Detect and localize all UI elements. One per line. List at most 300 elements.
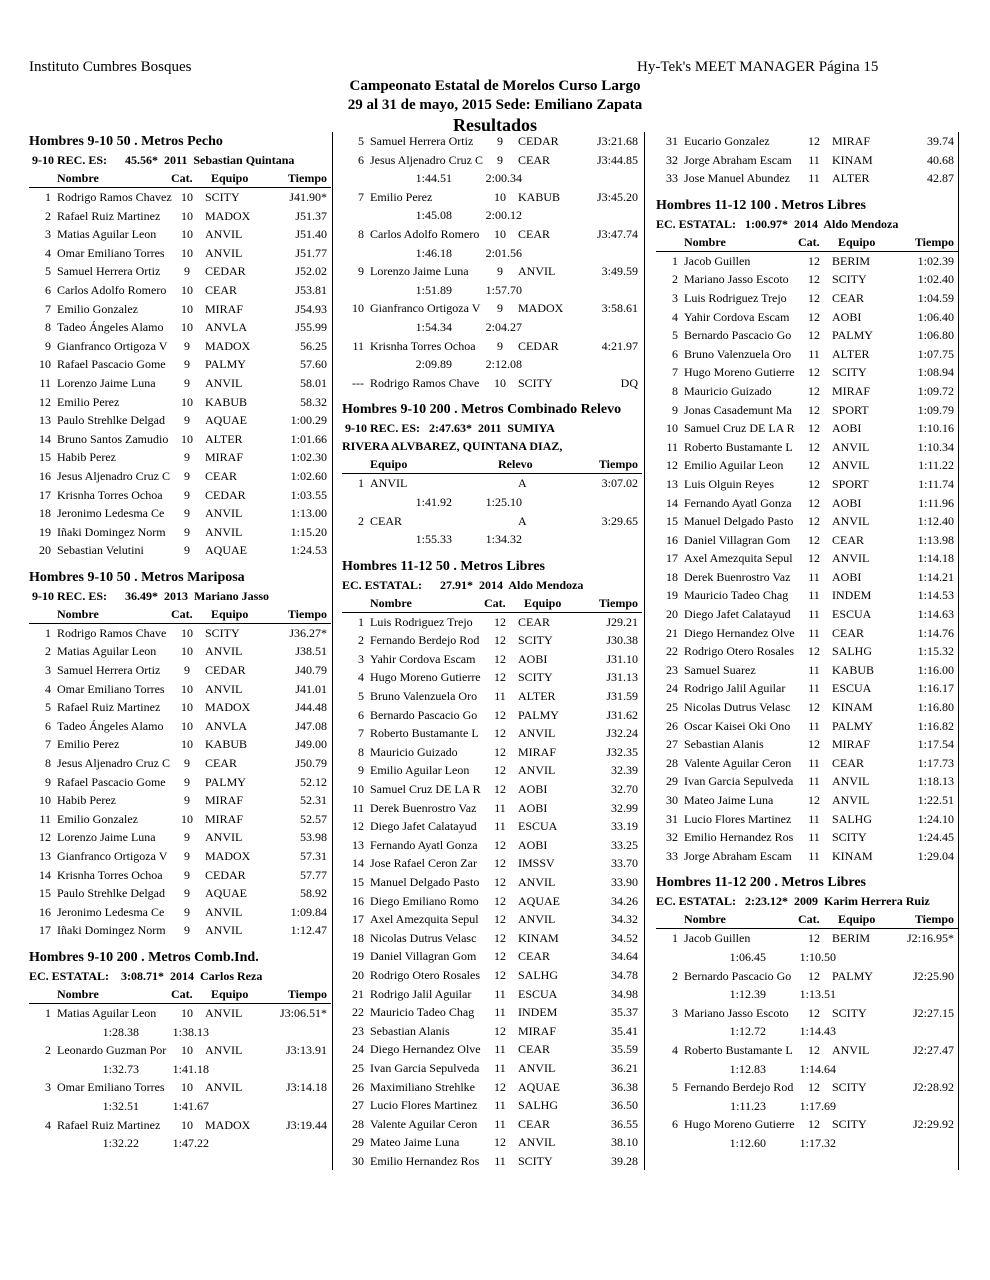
age-category: 11 <box>494 1153 506 1168</box>
place: 6 <box>358 152 364 167</box>
age-category: 11 <box>494 689 506 704</box>
final-time: 3:07.02 <box>601 476 638 491</box>
place: 13 <box>39 413 51 428</box>
place: 19 <box>666 588 678 603</box>
result-row <box>29 903 331 922</box>
team-code: PALMY <box>205 774 246 789</box>
team-code: ANVIL <box>832 458 870 473</box>
team-code: ESCUA <box>518 819 558 834</box>
swimmer-name: Omar Emiliano Torres <box>57 681 165 696</box>
team-code: SCITY <box>518 1153 553 1168</box>
result-row <box>29 244 331 263</box>
split-time: 1:41.67 <box>172 1098 209 1113</box>
swimmer-name: Mauricio Tadeo Chag <box>370 1005 475 1020</box>
result-row <box>656 967 958 986</box>
place: 14 <box>352 856 364 871</box>
results-heading: Resultados <box>452 115 537 135</box>
team-code: MADOX <box>205 700 251 715</box>
age-category: 12 <box>808 272 820 287</box>
team-code: ANVIL <box>518 912 556 927</box>
place: 11 <box>39 375 51 390</box>
swimmer-name: Samuel Suarez <box>684 662 756 677</box>
header-team: Equipo <box>211 606 249 621</box>
final-time: 1:22.51 <box>917 793 954 807</box>
split-time: 1:17.69 <box>799 1098 836 1113</box>
event-record: EC. ESTATAL: 1:00.97* 2014 Aldo Mendoza <box>656 216 899 231</box>
team-code: SCITY <box>518 375 553 390</box>
final-time: 1:24.53 <box>290 543 327 558</box>
swimmer-name: Nicolas Dutrus Velasc <box>684 700 791 715</box>
swimmer-name: Rafael Ruiz Martinez <box>57 208 161 223</box>
result-row <box>342 892 642 911</box>
result-row <box>656 791 958 810</box>
place: 4 <box>45 681 51 696</box>
software-page-label: Hy-Tek's MEET MANAGER Página 15 <box>637 59 879 75</box>
place: 1 <box>45 190 51 204</box>
team-code: AOBI <box>832 309 862 324</box>
place: 7 <box>45 301 51 316</box>
swimmer-name: Derek Buenrostro Vaz <box>370 800 477 815</box>
team-code: AQUAE <box>518 1079 560 1094</box>
age-category: 12 <box>494 614 506 629</box>
team-code: ALTER <box>832 171 870 186</box>
team-code: KINAM <box>832 700 873 715</box>
place: 30 <box>352 1153 364 1168</box>
age-category: 10 <box>494 226 506 241</box>
split-time: 1:14.43 <box>799 1024 836 1039</box>
team-code: CEAR <box>518 152 551 167</box>
result-row <box>656 661 958 680</box>
event-section <box>342 132 642 392</box>
final-time: 53.98 <box>300 830 327 845</box>
header-time: Tiempo <box>287 171 327 185</box>
swimmer-name: Lucio Flores Martinez <box>684 811 792 826</box>
swimmer-name: Valente Aguilar Ceron <box>370 1116 478 1131</box>
team-code: CEDAR <box>205 867 246 882</box>
age-category: 10 <box>181 190 193 204</box>
final-time: 1:09.79 <box>917 402 954 417</box>
final-time: J2:29.92 <box>912 1117 954 1132</box>
place: 1 <box>45 1005 51 1020</box>
final-time: J51.40 <box>295 227 327 242</box>
place: 5 <box>358 689 364 704</box>
result-row <box>29 884 331 903</box>
final-time: 1:17.54 <box>917 737 954 752</box>
relay-row <box>342 512 642 531</box>
result-row <box>29 300 331 319</box>
place: 16 <box>352 893 364 908</box>
final-time: J51.77 <box>295 245 327 260</box>
final-time: 1:06.80 <box>917 328 954 343</box>
column-header <box>29 605 331 624</box>
result-row <box>342 1096 642 1115</box>
result-row <box>656 772 958 791</box>
place: 3 <box>358 651 364 666</box>
final-time: 42.87 <box>927 171 954 186</box>
result-row <box>29 225 331 244</box>
swimmer-name: Bruno Valenzuela Oro <box>370 689 478 704</box>
result-row <box>342 631 642 650</box>
swimmer-name: Rafael Pascacio Gome <box>57 774 166 789</box>
team-code: MIRAF <box>205 301 244 316</box>
team-code: KABUB <box>205 394 248 409</box>
age-category: 12 <box>494 707 506 722</box>
result-row <box>342 613 642 632</box>
relay-letter: A <box>518 513 527 528</box>
team-code: SCITY <box>832 1080 867 1095</box>
team-code: ANVIL <box>205 227 243 242</box>
split-time: 2:09.89 <box>415 357 452 372</box>
team-code: ANVIL <box>832 514 870 529</box>
swimmer-name: Bernardo Pascacio Go <box>684 328 792 343</box>
final-time: J30.38 <box>606 633 638 648</box>
result-row <box>656 828 958 847</box>
final-time: 33.90 <box>611 875 638 889</box>
team-code: AOBI <box>518 651 548 666</box>
age-category: 9 <box>184 756 190 771</box>
age-category: 12 <box>808 1005 820 1020</box>
final-time: 1:24.10 <box>917 811 954 826</box>
swimmer-name: Emilio Perez <box>57 394 120 409</box>
split-time: 2:00.34 <box>485 171 522 186</box>
final-time: J31.10 <box>606 651 638 666</box>
final-time: 1:15.32 <box>917 644 954 659</box>
result-row <box>29 921 331 940</box>
result-row <box>656 624 958 643</box>
place: 9 <box>358 264 364 279</box>
age-category: 9 <box>184 357 190 372</box>
event-section <box>29 132 331 560</box>
swimmer-name: Emilio Hernandez Ros <box>684 830 794 845</box>
header-name: Nombre <box>684 234 726 249</box>
place: 32 <box>666 152 678 167</box>
event-title: Hombres 9-10 50 . Metros Pecho <box>29 134 223 149</box>
final-time: 1:03.55 <box>290 487 327 502</box>
place: 23 <box>666 662 678 677</box>
swimmer-name: Rodrigo Ramos Chavez <box>57 190 172 204</box>
split-time: 1:14.64 <box>799 1061 836 1076</box>
place: 24 <box>666 681 678 696</box>
result-row <box>342 743 642 762</box>
swimmer-name: Luis Rodriguez Trejo <box>370 614 473 629</box>
team-code: MADOX <box>205 849 251 863</box>
swimmer-name: Fernando Ayatl Gonza <box>684 495 792 510</box>
column-header <box>656 233 958 252</box>
team-code: MADOX <box>205 1117 251 1132</box>
swimmer-name: Mariano Jasso Escoto <box>684 1005 789 1020</box>
split-row <box>29 1134 331 1153</box>
swimmer-name: Mateo Jaime Luna <box>684 793 774 807</box>
age-category: 12 <box>494 875 506 889</box>
swimmer-name: Gianfranco Ortigoza V <box>57 338 168 353</box>
place: 22 <box>666 644 678 659</box>
swimmer-name: Manuel Delgado Pasto <box>370 875 480 889</box>
team-code: AQUAE <box>205 886 247 901</box>
place: 16 <box>39 904 51 919</box>
event-record-holders: RIVERA ALVBAREZ, QUINTANA DIAZ, <box>342 439 563 454</box>
final-time: 57.31 <box>300 849 327 863</box>
split-time: 2:04.27 <box>485 319 522 334</box>
place: 17 <box>39 487 51 502</box>
split-row <box>342 493 642 512</box>
result-row <box>29 318 331 337</box>
final-time: J47.08 <box>295 718 327 733</box>
age-category: 9 <box>497 134 503 148</box>
swimmer-name: Roberto Bustamante L <box>370 726 479 741</box>
final-time: 33.70 <box>611 856 638 871</box>
place: 6 <box>45 718 51 733</box>
final-time: 1:16.82 <box>917 718 954 733</box>
swimmer-name: Maximiliano Strehlke <box>370 1079 475 1094</box>
swimmer-name: Diego Jafet Calatayud <box>684 607 791 622</box>
place: 1 <box>358 476 364 491</box>
final-time: J54.93 <box>295 301 327 316</box>
age-category: 11 <box>808 830 820 845</box>
age-category: 11 <box>808 346 820 361</box>
result-row <box>656 132 958 151</box>
swimmer-name: Emilio Aguilar Leon <box>684 458 784 473</box>
final-time: 35.59 <box>611 1042 638 1057</box>
age-category: 12 <box>808 495 820 510</box>
split-time: 1:17.32 <box>799 1135 836 1150</box>
age-category: 11 <box>808 662 820 677</box>
event-record: 9-10 REC. ES: 36.49* 2013 Mariano Jasso <box>29 588 270 603</box>
swimmer-name: Gianfranco Ortigoza V <box>370 301 481 316</box>
result-row <box>29 1116 331 1135</box>
result-row <box>342 650 642 669</box>
result-row <box>29 1004 331 1023</box>
swimmer-name: Samuel Herrera Ortiz <box>370 134 474 148</box>
header-cat: Cat. <box>171 606 193 621</box>
place: 5 <box>672 328 678 343</box>
swimmer-name: Daniel Villagran Gom <box>684 532 791 547</box>
place: 31 <box>666 811 678 826</box>
team-code: CEAR <box>518 1116 551 1131</box>
age-category: 10 <box>181 718 193 733</box>
swimmer-name: Samuel Herrera Ortiz <box>57 663 161 678</box>
age-category: 10 <box>181 208 193 223</box>
swimmer-name: Fernando Berdejo Rod <box>684 1080 794 1095</box>
age-category: 10 <box>181 394 193 409</box>
place: 1 <box>358 614 364 629</box>
age-category: 11 <box>494 819 506 834</box>
team-code: ANVIL <box>832 439 870 454</box>
swimmer-name: Jesus Aljenadro Cruz C <box>57 756 170 771</box>
result-row <box>656 308 958 327</box>
swimmer-name: Axel Amezquita Sepul <box>370 912 479 927</box>
final-time: 1:13.00 <box>290 506 327 521</box>
final-time: 39.74 <box>927 134 954 148</box>
swimmer-name: Tadeo Ángeles Alamo <box>57 718 164 733</box>
place: 10 <box>39 793 51 808</box>
final-time: 3:49.59 <box>601 264 638 279</box>
column-header <box>342 455 642 474</box>
header-time: Tiempo <box>287 986 327 1001</box>
place: 22 <box>352 1005 364 1020</box>
age-category: 9 <box>184 830 190 845</box>
age-category: 10 <box>181 227 193 242</box>
team-code: ANVIL <box>205 830 243 845</box>
age-category: 11 <box>494 1042 506 1057</box>
place: 3 <box>45 227 51 242</box>
place: 1 <box>45 625 51 640</box>
final-time: 1:18.13 <box>917 774 954 789</box>
split-row <box>342 281 642 300</box>
age-category: 11 <box>494 1116 506 1131</box>
swimmer-name: Leonardo Guzman Por <box>57 1043 167 1058</box>
result-row <box>342 151 642 170</box>
age-category: 11 <box>494 986 506 1001</box>
age-category: 10 <box>181 245 193 260</box>
final-time: J41.01 <box>295 681 327 696</box>
age-category: 11 <box>808 774 820 789</box>
place: 28 <box>666 755 678 770</box>
final-time: 36.38 <box>611 1079 638 1094</box>
result-row <box>656 1041 958 1060</box>
header-time: Tiempo <box>287 606 327 621</box>
age-category: 12 <box>808 551 820 566</box>
school-name: Instituto Cumbres Bosques <box>29 59 192 75</box>
team-code: CEAR <box>832 532 865 547</box>
swimmer-name: Samuel Cruz DE LA R <box>370 782 481 797</box>
team-code: ANVIL <box>518 875 556 889</box>
split-row <box>342 318 642 337</box>
swimmer-name: Derek Buenrostro Vaz <box>684 569 791 584</box>
split-time: 1:12.72 <box>729 1024 766 1039</box>
result-row <box>342 706 642 725</box>
result-row <box>29 754 331 773</box>
swimmer-name: Daniel Villagran Gom <box>370 949 477 964</box>
header-name: Nombre <box>57 606 99 621</box>
place: 10 <box>666 421 678 436</box>
swimmer-name: Diego Emiliano Romo <box>370 893 479 908</box>
results-column-2 <box>342 132 642 1170</box>
age-category: 10 <box>181 1005 193 1020</box>
place: 5 <box>672 1080 678 1095</box>
swimmer-name: Fernando Ayatl Gonza <box>370 837 478 852</box>
team-code: ANVIL <box>832 551 870 566</box>
age-category: 12 <box>808 644 820 659</box>
swimmer-name: Luis Rodriguez Trejo <box>684 290 787 305</box>
final-time: J3:06.51* <box>279 1005 327 1020</box>
final-time: J3:47.74 <box>596 226 638 241</box>
header-cat: Cat. <box>798 912 820 927</box>
result-row <box>656 401 958 420</box>
event-section <box>29 568 331 940</box>
result-row <box>342 1078 642 1097</box>
result-row <box>29 847 331 866</box>
final-time: J49.00 <box>295 737 327 752</box>
event-record: EC. ESTATAL: 27.91* 2014 Aldo Mendoza <box>342 577 584 592</box>
swimmer-name: Diego Hernandez Olve <box>370 1042 481 1057</box>
place: 14 <box>39 431 51 446</box>
team-code: CEAR <box>832 755 865 770</box>
header-name: Nombre <box>57 171 99 185</box>
team-code: SCITY <box>832 1005 867 1020</box>
swimmer-name: Rodrigo Ramos Chave <box>370 375 480 390</box>
swimmer-name: Jacob Guillen <box>684 931 751 946</box>
split-time: 1:12.39 <box>729 987 766 1002</box>
age-category: 11 <box>494 1060 506 1075</box>
age-category: 12 <box>808 458 820 473</box>
team-code: ANVIL <box>205 1080 243 1095</box>
result-row <box>656 735 958 754</box>
age-category: 10 <box>181 320 193 335</box>
final-time: J3:13.91 <box>285 1043 327 1058</box>
age-category: 10 <box>181 625 193 640</box>
final-time: 1:11.74 <box>918 476 954 491</box>
swimmer-name: Matias Aguilar Leon <box>57 644 157 659</box>
final-time: J3:14.18 <box>285 1080 327 1095</box>
final-time: 1:11.22 <box>918 458 954 473</box>
place: 2 <box>672 272 678 287</box>
team-code: INDEM <box>518 1005 558 1020</box>
meet-dates-venue: 29 al 31 de mayo, 2015 Sede: Emiliano Zapata <box>347 97 643 113</box>
team-code: IMSSV <box>518 856 555 871</box>
swimmer-name: Emilio Gonzalez <box>57 301 138 316</box>
age-category: 12 <box>494 763 506 778</box>
swimmer-name: Tadeo Ángeles Alamo <box>57 320 164 335</box>
swimmer-name: Krisnha Torres Ochoa <box>57 487 163 502</box>
swimmer-name: Omar Emiliano Torres <box>57 245 165 260</box>
result-row <box>342 836 642 855</box>
place: 30 <box>666 793 678 807</box>
final-time: 38.10 <box>611 1135 638 1150</box>
age-category: 9 <box>184 867 190 882</box>
final-time: 1:10.16 <box>917 421 954 436</box>
age-category: 12 <box>808 931 820 946</box>
place: 3 <box>672 1005 678 1020</box>
place: 29 <box>666 774 678 789</box>
age-category: 12 <box>808 365 820 380</box>
place: 12 <box>666 458 678 473</box>
final-time: J31.13 <box>606 670 638 685</box>
age-category: 11 <box>808 171 820 186</box>
age-category: 9 <box>184 849 190 863</box>
age-category: 11 <box>808 811 820 826</box>
header-cat: Cat. <box>484 595 506 610</box>
split-time: 1:10.50 <box>799 949 836 964</box>
team-code: CEDAR <box>205 663 246 678</box>
place: 11 <box>39 811 51 826</box>
age-category: 12 <box>808 514 820 529</box>
team-code: CEAR <box>205 756 238 771</box>
swimmer-name: Omar Emiliano Torres <box>57 1080 165 1095</box>
team-code: KINAM <box>832 152 873 167</box>
age-category: 12 <box>494 1079 506 1094</box>
result-row <box>342 873 642 892</box>
team-code: ANVIL <box>205 1043 243 1058</box>
result-row <box>29 680 331 699</box>
place: 13 <box>352 837 364 852</box>
event-title: Hombres 11-12 50 . Metros Libres <box>342 558 545 574</box>
swimmer-name: Carlos Adolfo Romero <box>370 226 480 241</box>
result-row <box>29 735 331 754</box>
result-row <box>342 1133 642 1152</box>
split-time: 2:12.08 <box>485 357 522 372</box>
final-time: 34.98 <box>611 986 638 1001</box>
team-code: SCITY <box>205 190 240 204</box>
final-time: 1:07.75 <box>917 346 954 361</box>
team-code: MIRAF <box>205 811 244 826</box>
team-code: ANVIL <box>205 245 243 260</box>
swimmer-name: Emilio Aguilar Leon <box>370 763 470 778</box>
swimmer-name: Emilio Hernandez Ros <box>370 1153 480 1168</box>
swimmer-name: Habib Perez <box>57 450 116 465</box>
column-header <box>29 985 331 1004</box>
place: 27 <box>666 737 678 752</box>
place: --- <box>352 375 364 390</box>
